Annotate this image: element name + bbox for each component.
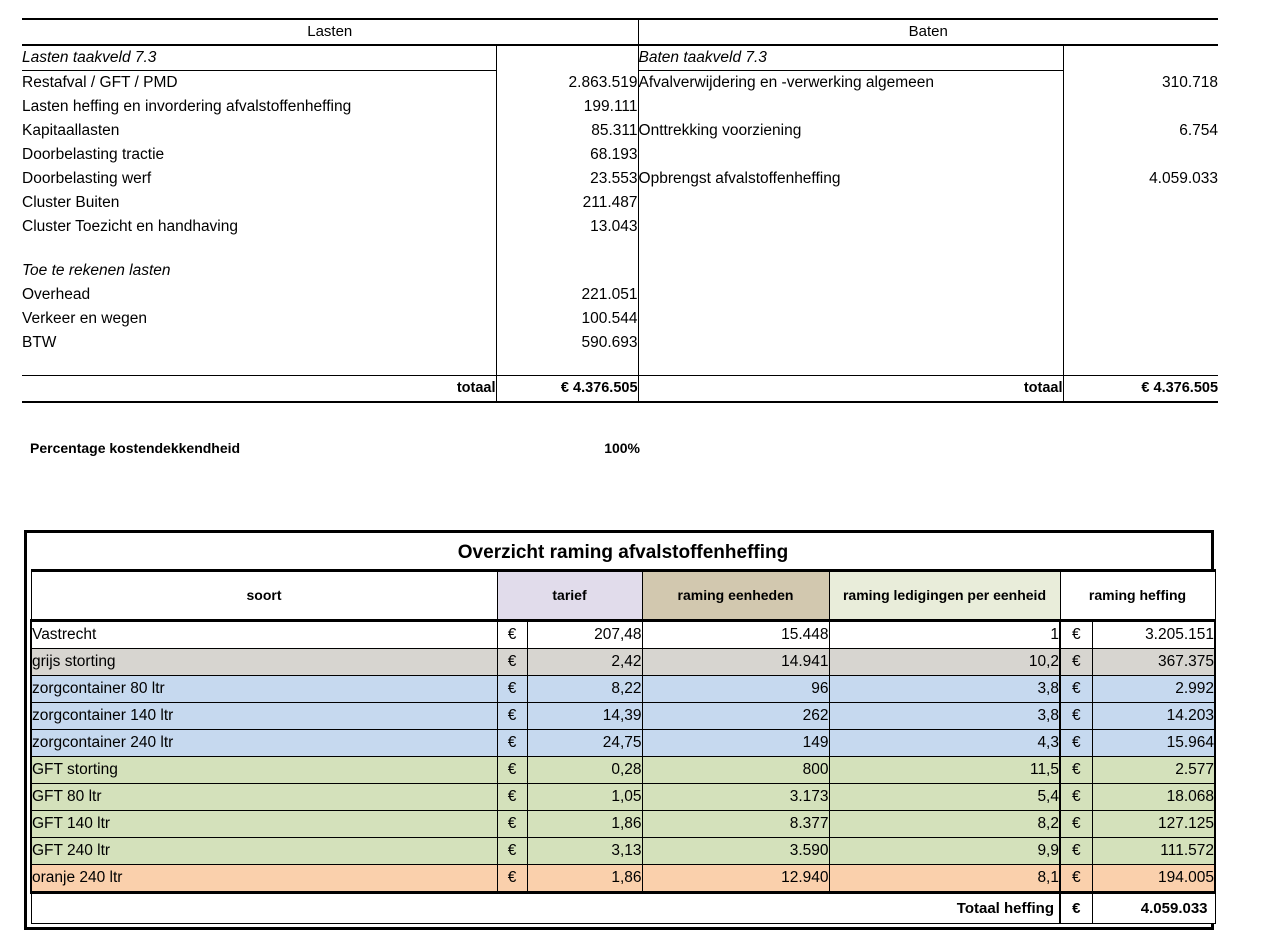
row-raming-ledigingen: 3,8	[829, 703, 1060, 730]
euro-symbol-heffing: €	[1060, 757, 1092, 784]
total-heffing-label: Totaal heffing	[31, 893, 1060, 924]
row-raming-eenheden: 800	[642, 757, 829, 784]
row-soort: zorgcontainer 140 ltr	[31, 703, 497, 730]
lasten-item-label: Doorbelasting werf	[22, 170, 152, 187]
percentage-value: 100%	[604, 440, 640, 456]
row-raming-ledigingen: 8,1	[829, 865, 1060, 893]
baten-item-value	[1063, 331, 1218, 355]
table-row	[22, 283, 1218, 307]
column-header-tarief: tarief	[497, 571, 642, 621]
bottom-table-total-row	[31, 893, 1215, 924]
row-raming-heffing: 3.205.151	[1092, 621, 1215, 649]
row-tarief: 3,13	[527, 838, 642, 865]
lasten-item-label: Lasten heffing en invordering afvalstoffenheffing	[22, 98, 352, 115]
euro-symbol-tarief: €	[497, 703, 527, 730]
row-soort: GFT 140 ltr	[31, 811, 497, 838]
lasten-item-value: 23.553	[496, 167, 638, 191]
percentage-kostendekkendheid-row	[30, 440, 650, 456]
row-tarief: 1,05	[527, 784, 642, 811]
row-raming-ledigingen: 4,3	[829, 730, 1060, 757]
row-tarief: 8,22	[527, 676, 642, 703]
baten-item-label	[638, 307, 1063, 331]
row-soort: Vastrecht	[31, 621, 497, 649]
section2-spacer	[1063, 259, 1218, 283]
bottom-table-title: Overzicht raming afvalstoffenheffing	[31, 536, 1215, 571]
spacer-cell	[638, 355, 1063, 376]
euro-symbol-heffing: €	[1060, 730, 1092, 757]
row-raming-ledigingen: 9,9	[829, 838, 1060, 865]
table-row	[31, 811, 1215, 838]
row-raming-ledigingen: 5,4	[829, 784, 1060, 811]
lasten-item-label: BTW	[22, 334, 57, 351]
lasten-item-label: Restafval / GFT / PMD	[22, 74, 178, 91]
lasten-item-value: 199.111	[496, 95, 638, 119]
bottom-table-title-row	[31, 536, 1215, 571]
row-soort: zorgcontainer 240 ltr	[31, 730, 497, 757]
euro-symbol-heffing: €	[1060, 784, 1092, 811]
baten-section-title: Baten taakveld 7.3	[638, 45, 1063, 71]
euro-symbol-total: €	[1060, 893, 1092, 924]
table-row	[22, 71, 1218, 96]
euro-symbol-heffing: €	[1060, 649, 1092, 676]
spacer-cell	[22, 355, 496, 376]
euro-symbol-tarief: €	[497, 838, 527, 865]
lasten-item-value: 85.311	[496, 119, 638, 143]
column-header-raming-heffing: raming heffing	[1060, 571, 1215, 621]
table-row	[22, 119, 1218, 143]
baten-item-value: 6.754	[1063, 119, 1218, 143]
row-raming-eenheden: 8.377	[642, 811, 829, 838]
euro-symbol-tarief: €	[497, 865, 527, 893]
section-title-row	[22, 45, 1218, 71]
column-header-soort: soort	[31, 571, 497, 621]
row-raming-ledigingen: 1	[829, 621, 1060, 649]
lasten-section-title-spacer	[496, 45, 638, 71]
table-row	[31, 757, 1215, 784]
row-soort: GFT 240 ltr	[31, 838, 497, 865]
row-tarief: 207,48	[527, 621, 642, 649]
lasten-item-value: 221.051	[496, 283, 638, 307]
table-row	[31, 838, 1215, 865]
row-soort: oranje 240 ltr	[31, 865, 497, 893]
overzicht-raming-panel	[24, 530, 1214, 930]
baten-totaal-value: € 4.376.505	[1063, 376, 1218, 403]
row-raming-eenheden: 3.590	[642, 838, 829, 865]
table-row	[22, 95, 1218, 119]
baten-item-label	[638, 143, 1063, 167]
row-raming-heffing: 367.375	[1092, 649, 1215, 676]
row-raming-heffing: 127.125	[1092, 811, 1215, 838]
table-row	[22, 167, 1218, 191]
row-soort: grijs storting	[31, 649, 497, 676]
lasten-item-label: Cluster Buiten	[22, 194, 120, 211]
section2-spacer	[496, 259, 638, 283]
row-raming-eenheden: 96	[642, 676, 829, 703]
row-raming-ledigingen: 8,2	[829, 811, 1060, 838]
row-raming-heffing: 15.964	[1092, 730, 1215, 757]
baten-item-label: Afvalverwijdering en -verwerking algemeen	[638, 71, 1063, 96]
row-raming-eenheden: 3.173	[642, 784, 829, 811]
row-tarief: 1,86	[527, 865, 642, 893]
row-tarief: 2,42	[527, 649, 642, 676]
spacer-cell	[496, 355, 638, 376]
euro-symbol-tarief: €	[497, 621, 527, 649]
row-soort: GFT 80 ltr	[31, 784, 497, 811]
spacer-row	[22, 239, 1218, 259]
euro-symbol-heffing: €	[1060, 865, 1092, 893]
row-raming-ledigingen: 3,8	[829, 676, 1060, 703]
spacer-cell	[1063, 239, 1218, 259]
lasten-baten-table	[22, 18, 1218, 403]
section2-title-row	[22, 259, 1218, 283]
table-row	[31, 703, 1215, 730]
table-row	[31, 676, 1215, 703]
lasten-item-value: 2.863.519	[496, 71, 638, 96]
spacer-cell	[22, 239, 496, 259]
lasten-totaal-label: totaal	[22, 376, 496, 403]
row-raming-heffing: 2.577	[1092, 757, 1215, 784]
baten-item-label	[638, 191, 1063, 215]
euro-symbol-heffing: €	[1060, 621, 1092, 649]
lasten-item-label: Cluster Toezicht en handhaving	[22, 218, 238, 235]
row-tarief: 0,28	[527, 757, 642, 784]
section2-spacer	[638, 259, 1063, 283]
euro-symbol-heffing: €	[1060, 811, 1092, 838]
lasten-item-value: 211.487	[496, 191, 638, 215]
row-raming-ledigingen: 11,5	[829, 757, 1060, 784]
row-tarief: 14,39	[527, 703, 642, 730]
row-soort: zorgcontainer 80 ltr	[31, 676, 497, 703]
baten-item-label	[638, 215, 1063, 239]
row-raming-eenheden: 12.940	[642, 865, 829, 893]
total-heffing-value: 4.059.033	[1092, 893, 1215, 924]
row-raming-heffing: 2.992	[1092, 676, 1215, 703]
baten-item-value	[1063, 307, 1218, 331]
baten-item-value: 4.059.033	[1063, 167, 1218, 191]
row-raming-heffing: 14.203	[1092, 703, 1215, 730]
top-table-header-row	[22, 19, 1218, 45]
totals-row	[22, 376, 1218, 403]
baten-item-label	[638, 283, 1063, 307]
table-row	[31, 621, 1215, 649]
row-soort: GFT storting	[31, 757, 497, 784]
lasten-item-value: 590.693	[496, 331, 638, 355]
baten-item-value	[1063, 283, 1218, 307]
lasten-item-label: Overhead	[22, 286, 91, 303]
baten-item-label	[638, 95, 1063, 119]
euro-symbol-tarief: €	[497, 757, 527, 784]
table-row	[22, 331, 1218, 355]
table-row	[22, 215, 1218, 239]
percentage-label: Percentage kostendekkendheid	[30, 440, 241, 456]
euro-symbol-heffing: €	[1060, 838, 1092, 865]
table-row	[31, 784, 1215, 811]
euro-symbol-tarief: €	[497, 676, 527, 703]
row-raming-eenheden: 262	[642, 703, 829, 730]
row-raming-eenheden: 14.941	[642, 649, 829, 676]
column-header-raming-ledigingen: raming ledigingen per eenheid	[829, 571, 1060, 621]
spacer-cell	[638, 239, 1063, 259]
lasten-totaal-value: € 4.376.505	[496, 376, 638, 403]
euro-symbol-tarief: €	[497, 649, 527, 676]
euro-symbol-heffing: €	[1060, 676, 1092, 703]
bottom-table-header-row	[31, 571, 1215, 621]
table-row	[22, 143, 1218, 167]
table-row	[31, 865, 1215, 893]
spacer-row	[22, 355, 1218, 376]
row-raming-eenheden: 15.448	[642, 621, 829, 649]
row-raming-eenheden: 149	[642, 730, 829, 757]
euro-symbol-tarief: €	[497, 784, 527, 811]
baten-item-label	[638, 331, 1063, 355]
euro-symbol-tarief: €	[497, 811, 527, 838]
table-row	[31, 649, 1215, 676]
baten-item-value	[1063, 95, 1218, 119]
row-raming-heffing: 111.572	[1092, 838, 1215, 865]
baten-item-value	[1063, 215, 1218, 239]
table-row	[22, 191, 1218, 215]
row-tarief: 1,86	[527, 811, 642, 838]
column-header-raming-eenheden: raming eenheden	[642, 571, 829, 621]
euro-symbol-tarief: €	[497, 730, 527, 757]
table-row	[31, 730, 1215, 757]
lasten-item-value: 13.043	[496, 215, 638, 239]
row-raming-ledigingen: 10,2	[829, 649, 1060, 676]
lasten-item-label: Verkeer en wegen	[22, 310, 147, 327]
spacer-cell	[496, 239, 638, 259]
lasten-item-label: Doorbelasting tractie	[22, 146, 165, 163]
table-row	[22, 307, 1218, 331]
euro-symbol-heffing: €	[1060, 703, 1092, 730]
baten-item-value	[1063, 191, 1218, 215]
header-baten: Baten	[638, 19, 1218, 45]
baten-item-value	[1063, 143, 1218, 167]
lasten-item-value: 68.193	[496, 143, 638, 167]
row-raming-heffing: 18.068	[1092, 784, 1215, 811]
baten-totaal-label: totaal	[638, 376, 1063, 403]
spacer-cell	[1063, 355, 1218, 376]
row-tarief: 24,75	[527, 730, 642, 757]
lasten-section2-title: Toe te rekenen lasten	[22, 262, 171, 279]
baten-item-label: Opbrengst afvalstoffenheffing	[638, 167, 1063, 191]
overzicht-raming-table	[30, 536, 1216, 924]
lasten-item-value: 100.544	[496, 307, 638, 331]
baten-section-title-spacer	[1063, 45, 1218, 71]
lasten-item-label: Kapitaallasten	[22, 122, 120, 139]
baten-item-label: Onttrekking voorziening	[638, 119, 1063, 143]
header-lasten: Lasten	[22, 19, 638, 45]
baten-item-value: 310.718	[1063, 71, 1218, 96]
lasten-section-title: Lasten taakveld 7.3	[22, 45, 496, 71]
row-raming-heffing: 194.005	[1092, 865, 1215, 893]
